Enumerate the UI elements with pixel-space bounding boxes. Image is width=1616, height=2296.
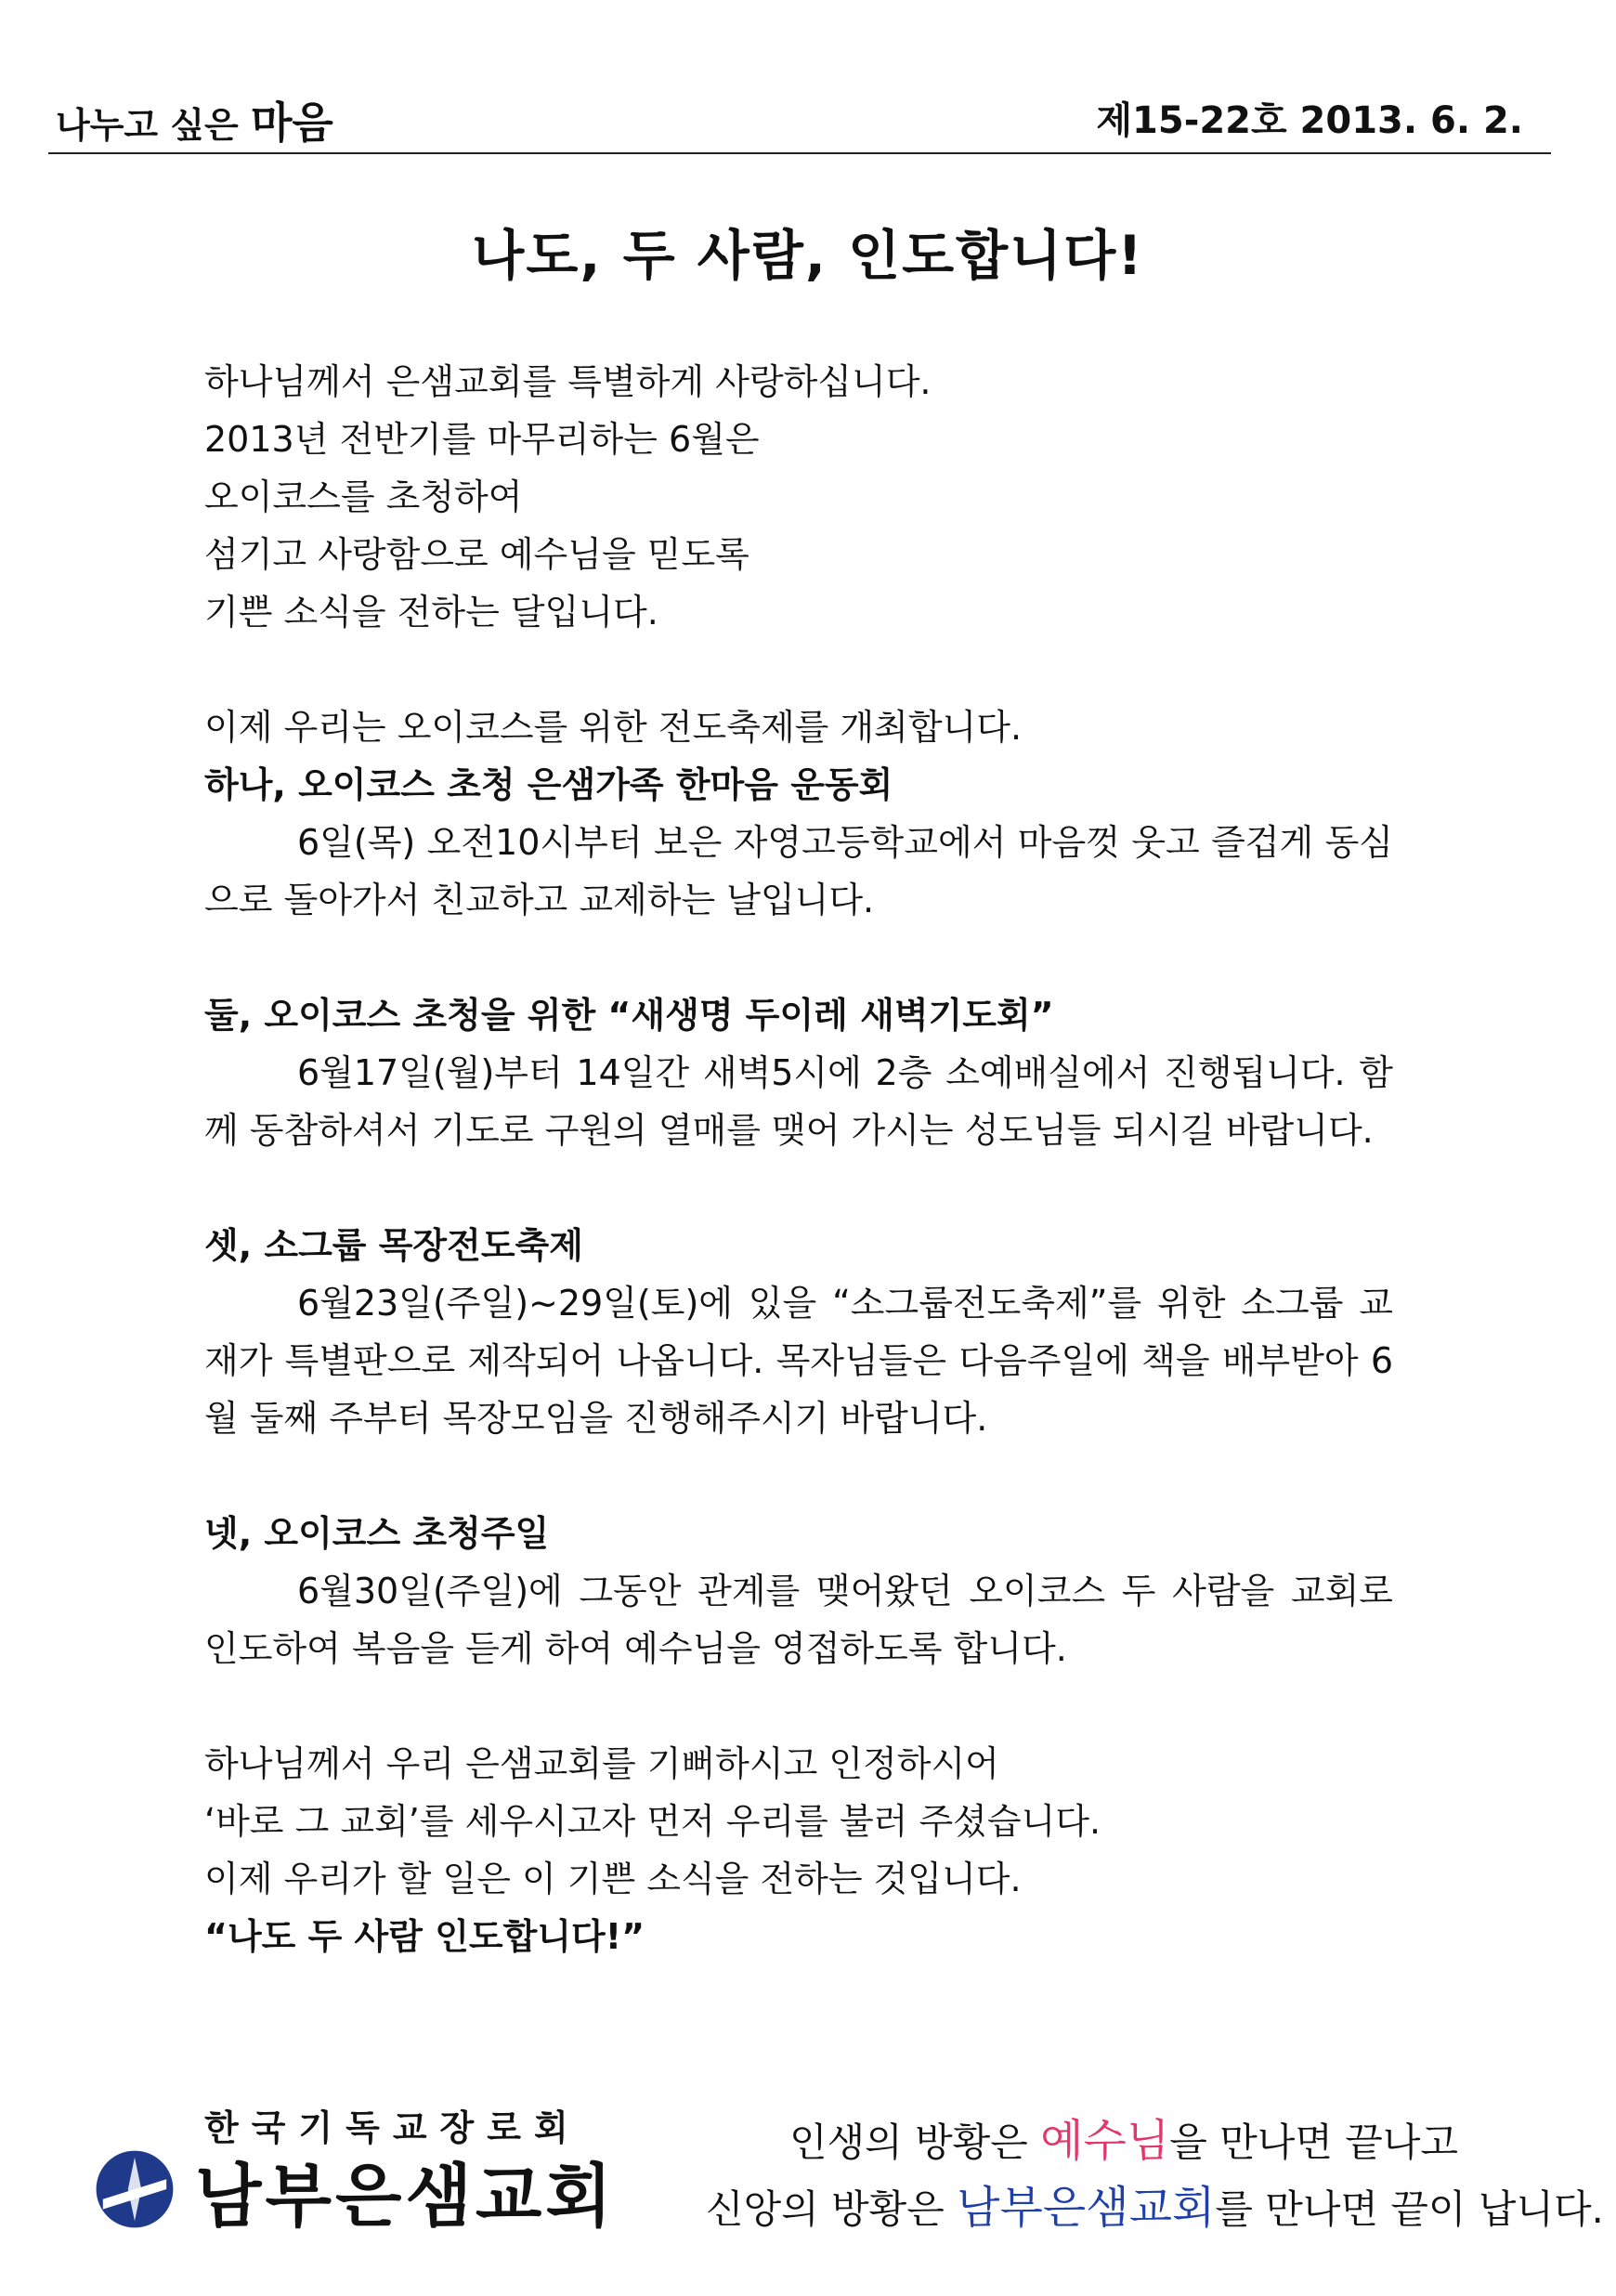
intro-line: 섬기고 사랑함으로 예수님을 믿도록 xyxy=(204,534,749,575)
intro-line: 오이코스를 초청하여 xyxy=(204,476,523,517)
slogan-text: 을 만나면 끝나고 xyxy=(1169,2120,1458,2165)
item-text: 6일(목) 오전10시부터 보은 자영고등학교에서 마음껏 웃고 즐겁게 동심으로 돌아가서 친교하고 교제하는 날입니다. xyxy=(204,822,1393,920)
spacer xyxy=(204,1159,1393,1217)
church-emblem-icon xyxy=(93,2147,176,2231)
page-title: 나도, 두 사람, 인도합니다! xyxy=(472,224,1144,287)
column-name xyxy=(56,89,333,150)
church-slogan xyxy=(706,2108,1604,2242)
closing-line: ‘바로 그 교회’를 세우시고자 먼저 우리를 불러 주셨습니다. xyxy=(204,1801,1101,1842)
closing-line: 하나님께서 우리 은샘교회를 기뻐하시고 인정하시어 xyxy=(204,1743,999,1784)
intro-line: 2013년 전반기를 마무리하는 6월은 xyxy=(204,419,760,460)
bulletin-header xyxy=(48,85,1551,154)
item-heading: 둘, 오이코스 초청을 위한 “새생명 두이레 새벽기도회” xyxy=(204,995,1054,1036)
closing-emphasis: “나도 두 사람 인도합니다!” xyxy=(204,1916,645,1957)
spacer xyxy=(204,929,1393,986)
slogan-line-1 xyxy=(706,2108,1542,2175)
item-text: 6월17일(월)부터 14일간 새벽5시에 2층 소예배실에서 진행됩니다. 함께 동참하셔서 기도로 구원의 열매를 맺어 가시는 성도님들 되시길 바랍니다. xyxy=(204,1052,1393,1151)
slogan-highlight-jesus: 예수님 xyxy=(1040,2115,1170,2167)
denomination-name: 한국기독교장로회 xyxy=(204,2107,581,2148)
intro-line: 기쁜 소식을 전하는 달입니다. xyxy=(204,592,658,633)
issue-number-date: 제15-22호 2013. 6. 2. xyxy=(1096,99,1523,142)
item-heading: 넷, 오이코스 초청주일 xyxy=(204,1513,550,1554)
column-name-emphasis: 마음 xyxy=(251,98,333,148)
slogan-text: 인생의 방황은 xyxy=(789,2120,1041,2165)
slogan-text: 신앙의 방황은 xyxy=(706,2186,958,2232)
spacer xyxy=(204,1677,1393,1735)
article-body xyxy=(204,353,1393,1965)
slogan-text: 를 만나면 끝이 납니다. xyxy=(1215,2186,1604,2232)
church-name: 남부은샘교회 xyxy=(195,2157,616,2237)
intro-line: 하나님께서 은샘교회를 특별하게 사랑하십니다. xyxy=(204,361,932,402)
spacer xyxy=(204,641,1393,698)
slogan-highlight-church: 남부은샘교회 xyxy=(957,2182,1216,2234)
lead-sentence: 이제 우리는 오이코스를 위한 전도축제를 개최합니다. xyxy=(204,707,1023,748)
closing-line: 이제 우리가 할 일은 이 기쁜 소식을 전하는 것입니다. xyxy=(204,1859,1022,1899)
item-heading: 셋, 소그룹 목장전도축제 xyxy=(204,1225,583,1266)
item-heading: 하나, 오이코스 초청 은샘가족 한마음 운동회 xyxy=(204,764,893,805)
spacer xyxy=(204,1447,1393,1505)
item-text: 6월30일(주일)에 그동안 관계를 맺어왔던 오이코스 두 사람을 교회로 인도하여 복음을 듣게 하여 예수님을 영접하도록 합니다. xyxy=(204,1571,1393,1669)
slogan-line-2 xyxy=(706,2175,1604,2242)
church-logo-block xyxy=(93,2099,650,2238)
column-name-prefix: 나누고 싶은 xyxy=(56,105,251,146)
item-text: 6월23일(주일)~29일(토)에 있을 “소그룹전도축제”를 위한 소그룹 교재가 특별판으로 제작되어 나옵니다. 목자님들은 다음주일에 책을 배부받아 6월 둘째 주부터 목장모임을 진행해주시기 바랍니다. xyxy=(204,1283,1393,1439)
